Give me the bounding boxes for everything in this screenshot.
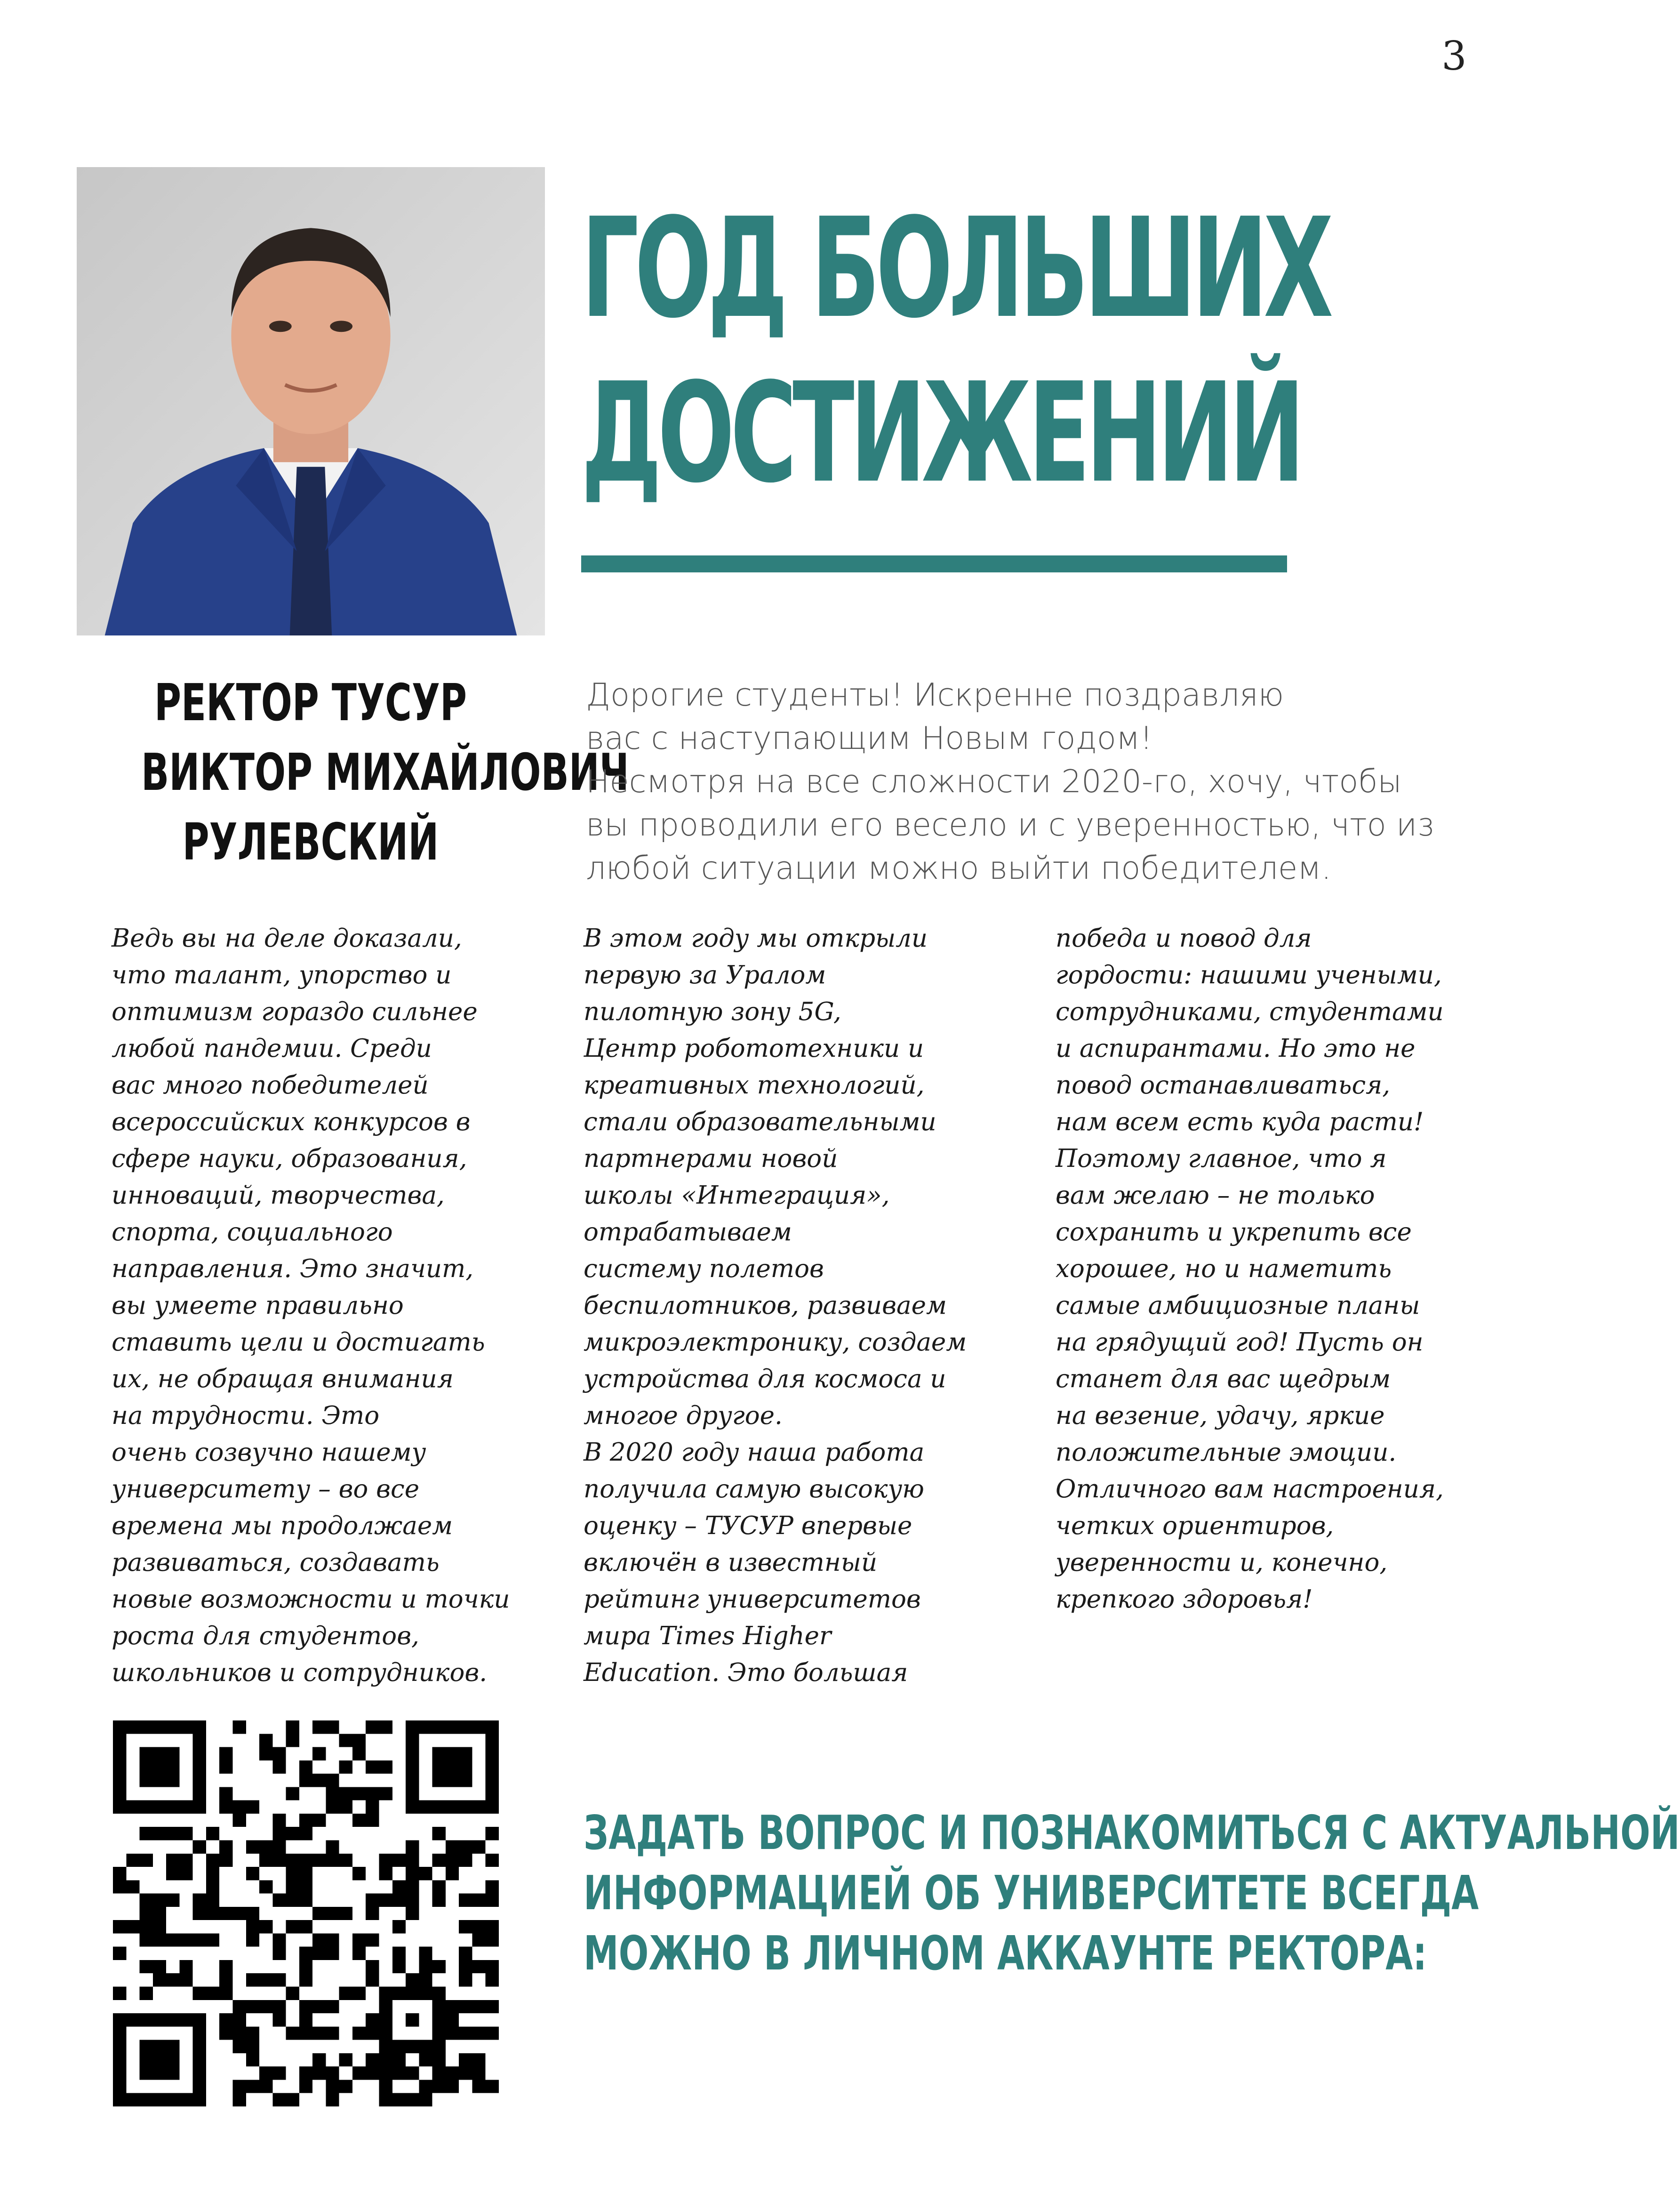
column-text-line: уверенности и, конечно, [1056,1548,1388,1577]
title-underline [581,555,1287,572]
column-text-line: вы умеете правильно [112,1291,404,1320]
page-title [581,186,1329,515]
column-text-line: крепкого здоровья! [1056,1585,1313,1614]
column-text-line: Ведь вы на деле доказали, [112,924,462,953]
column-text-line: сфере науки, образования, [112,1144,467,1173]
column-text-line: вам желаю – не только [1056,1181,1375,1210]
body-column-1 [112,920,544,1691]
body-column-2 [584,920,1016,1691]
page-number: 3 [1441,33,1467,79]
column-text-line: школы «Интеграция», [584,1181,890,1210]
rector-name-block [75,668,629,877]
column-text-line: сотрудниками, студентами [1056,997,1444,1026]
column-text-line: первую за Уралом [584,961,826,989]
column-text-line: спорта, социального [112,1218,393,1246]
qr-code-icon[interactable] [113,1720,499,2106]
column-text-line: любой пандемии. Среди [112,1034,432,1063]
column-text-line: В этом году мы открыли [584,924,928,953]
rector-portrait [77,167,545,635]
intro-line: Дорогие студенты! Искренне поздравляю [586,676,1284,713]
column-text-line: креативных технологий, [584,1071,925,1100]
column-text-line: станет для вас щедрым [1056,1365,1391,1393]
rector-surname: РУЛЕВСКИЙ [182,813,439,872]
column-text-line: четких ориентиров, [1056,1511,1334,1540]
column-text-line: направления. Это значит, [112,1254,474,1283]
title-line-1: ГОД БОЛЬШИХ [581,188,1329,348]
intro-line: вы проводили его весело и с уверенностью, что из [586,806,1434,843]
column-text-line: роста для студентов, [112,1622,419,1650]
portrait-photo-icon [77,167,545,635]
column-text-line: мира Times Higher [584,1622,832,1650]
column-text-line: В 2020 году наша работа [584,1438,925,1467]
column-text-line: повод останавливаться, [1056,1071,1391,1100]
body-column-3 [1056,920,1488,1618]
column-text-line: партнерами новой [584,1144,838,1173]
column-text-line: оценку – ТУСУР впервые [584,1511,912,1540]
column-text-line: вас много победителей [112,1071,429,1100]
column-text-line: всероссийских конкурсов в [112,1108,471,1136]
column-text-line: на трудности. Это [112,1401,380,1430]
column-text-line: хорошее, но и наметить [1056,1254,1392,1283]
column-text-line: многое другое. [584,1401,783,1430]
column-text-line: пилотную зону 5G, [584,997,841,1026]
column-text-line: их, не обращая внимания [112,1365,454,1393]
column-text-line: систему полетов [584,1254,824,1283]
column-text-line: Центр робототехники и [584,1034,924,1063]
column-text-line: очень созвучно нашему [112,1438,426,1467]
column-text-line: самые амбициозные планы [1056,1291,1420,1320]
column-text-line: положительные эмоции. [1056,1438,1397,1467]
column-text-line: нам всем есть куда расти! [1056,1108,1424,1136]
column-text-line: на грядущий год! Пусть он [1056,1328,1424,1357]
intro-paragraph [586,673,1480,890]
column-text-line: Education. Это большая [584,1658,908,1687]
column-text-line: Поэтому главное, что я [1056,1144,1387,1173]
column-text-line: новые возможности и точки [112,1585,510,1614]
column-text-line: что талант, упорство и [112,961,452,989]
column-text-line: ставить цели и достигать [112,1328,485,1357]
cta-line: ИНФОРМАЦИЕЙ ОБ УНИВЕРСИТЕТЕ ВСЕГДА [584,1865,1479,1921]
column-text-line: рейтинг университетов [584,1585,921,1614]
column-text-line: гордости: нашими учеными, [1056,961,1442,989]
column-text-line: на везение, удачу, яркие [1056,1401,1385,1430]
column-text-line: победа и повод для [1056,924,1312,953]
column-text-line: устройства для космоса и [584,1365,946,1393]
column-text-line: микроэлектронику, создаем [584,1328,967,1357]
rector-first-name: ВИКТОР МИХАЙЛОВИЧ [141,743,629,802]
intro-line: Несмотря на все сложности 2020-го, хочу, чтобы [586,763,1402,800]
column-text-line: и аспирантами. Но это не [1056,1034,1416,1063]
intro-line: любой ситуации можно выйти победителем. [586,850,1332,886]
column-text-line: отрабатываем [584,1218,792,1246]
qr-code-graphic [113,1720,499,2106]
cta-line: МОЖНО В ЛИЧНОМ АККАУНТЕ РЕКТОРА: [584,1926,1427,1981]
column-text-line: Отличного вам настроения, [1056,1475,1444,1503]
cta-line: ЗАДАТЬ ВОПРОС И ПОЗНАКОМИТЬСЯ С АКТУАЛЬНОЙ [584,1805,1680,1860]
column-text-line: развиваться, создавать [112,1548,440,1577]
column-text-line: включён в известный [584,1548,878,1577]
rector-position: РЕКТОР ТУСУР [154,674,467,732]
call-to-action [584,1803,1680,1984]
column-text-line: оптимизм гораздо сильнее [112,997,478,1026]
title-line-2: ДОСТИЖЕНИЙ [581,353,1301,513]
column-text-line: школьников и сотрудников. [112,1658,488,1687]
column-text-line: сохранить и укрепить все [1056,1218,1412,1246]
column-text-line: стали образовательными [584,1108,936,1136]
column-text-line: инноваций, творчества, [112,1181,445,1210]
intro-line: вас с наступающим Новым годом! [586,720,1153,756]
column-text-line: университету – во все [112,1475,420,1503]
column-text-line: времена мы продолжаем [112,1511,453,1540]
column-text-line: получила самую высокую [584,1475,924,1503]
column-text-line: беспилотников, развиваем [584,1291,947,1320]
